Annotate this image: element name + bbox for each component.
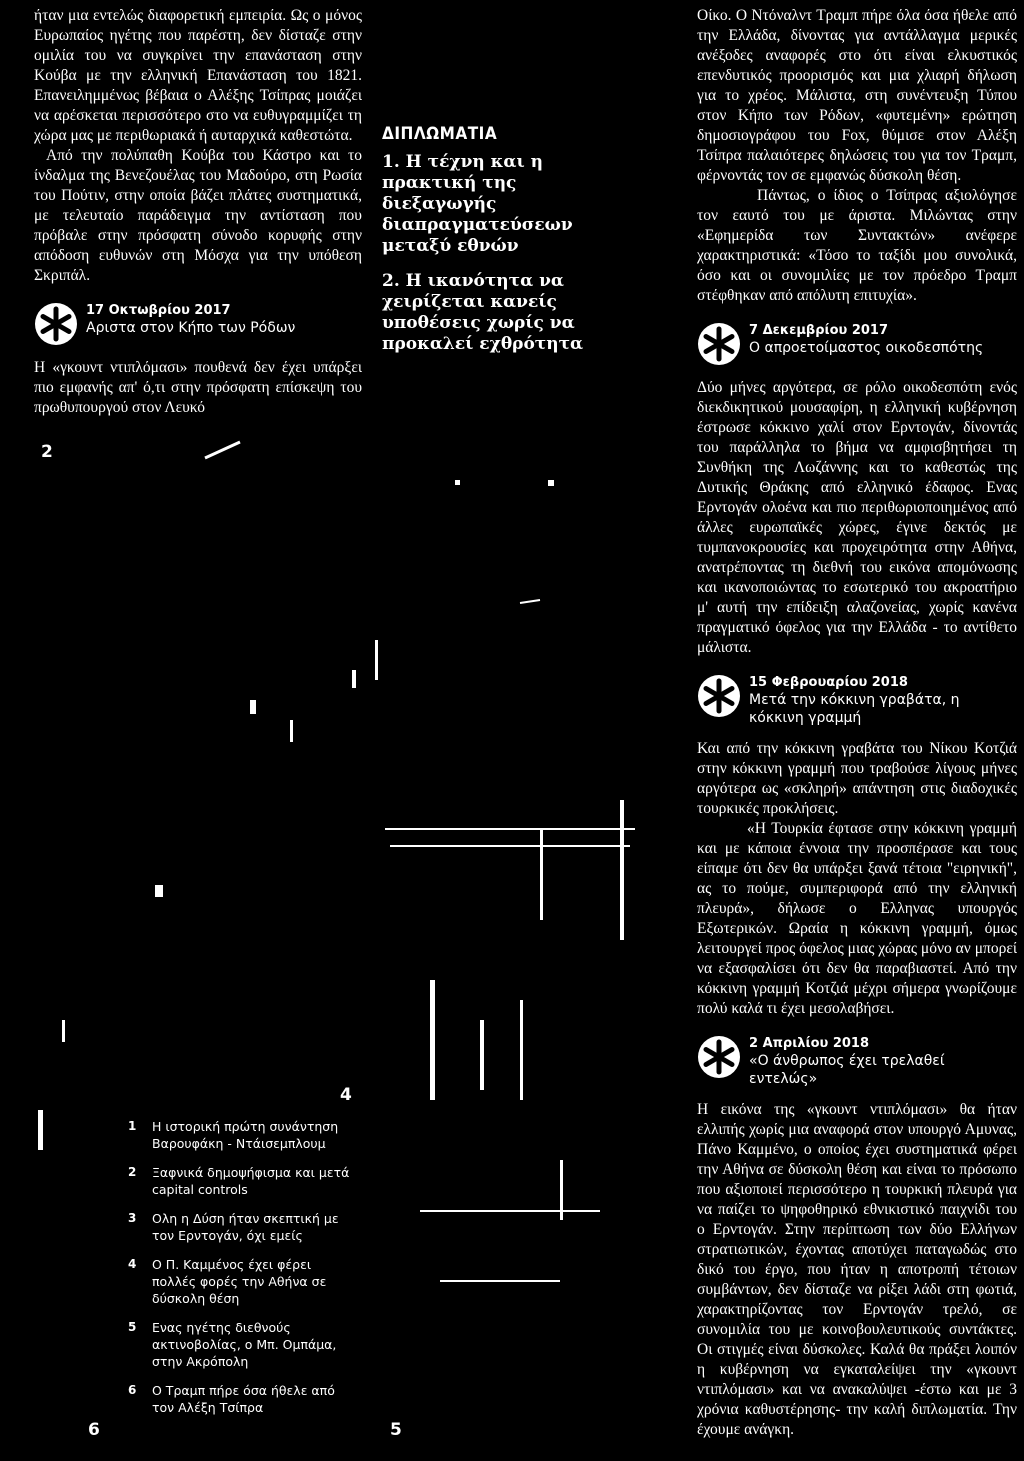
caption-item <box>128 1382 358 1416</box>
article-paragraph: «Η Τουρκία έφτασε στην κόκκινη γραμμή και με κάποια έννοια την προσπέρασε και τους είπαμε ότι δεν θα υπάρξει ξανά τέτοια "ειρηνική", ας το πούμε, συμπεριφορά από την ελληνική πλευρά», δήλωσε ο Ελληνας υπουργός Εξωτερικών. Ωραία η κόκκινη γραμμή, όμως λειτουργεί προς όφελος μιας χώρας μόνο αν μπορεί να εξασφαλίσει ότι δεν θα παραβιαστεί. Από την κόκκινη γραμμή Κοτζιά μέχρι σήμερα γνωρίζουμε πολύ καλά τι έχει μεσολαβήσει. <box>697 820 1017 1017</box>
right-column <box>697 6 1017 1440</box>
caption-number: 1 <box>128 1119 137 1133</box>
caption-number: 3 <box>128 1211 137 1225</box>
left-column <box>34 6 362 418</box>
caption-item <box>128 1118 358 1152</box>
asterisk-icon <box>697 674 741 718</box>
caption-item <box>128 1164 358 1198</box>
caption-number: 4 <box>128 1257 137 1271</box>
caption-text: Ο Π. Καμμένος έχει φέρει πολλές φορές την Αθήνα σε δύσκολη θέση <box>152 1257 327 1306</box>
photo-number: 5 <box>390 1420 402 1440</box>
article-paragraph: Και από την κόκκινη γραβάτα του Νίκου Κοτζιά στην κόκκινη γραμμή που τραβούσε λίγους μήνες αργότερα ως «σκληρή» απάντηση στις διαδοχικές τουρκικές προκλήσεις. <box>697 740 1017 817</box>
entry-subtitle: Μετά την κόκκινη γραβάτα, η κόκκινη γραμμή <box>749 692 960 726</box>
entry-subtitle: Αριστα στον Κήπο των Ρόδων <box>86 320 296 336</box>
entry-date: 15 Φεβρουαρίου 2018 <box>749 675 908 690</box>
caption-item <box>128 1256 358 1307</box>
caption-number: 2 <box>128 1165 137 1179</box>
article-paragraph: Η εικόνα της «γκουντ ντιπλόμασι» θα ήταν ελλιπής χωρίς μια αναφορά στον υπουργό Αμυνας, Πάνο Καμμένο, ο οποίος έχει συστηματικά φέρει την Αθήνα σε δύσκολη θέση και είναι το πρόσωπο που αξιοποιεί περισσότερο η τουρκική πλευρά για να παίζει το ψηφοθηρικό εθνικιστικό παιχνίδι του ο Ερντογάν. Στην περίπτωση των δύο Ελλήνων στρατιωτικών, έχοντας αποτύχει παταγωδώς στο δικό του έργο, που ήταν η αποτροπή τέτοιων συμβάντων, δεν δίσταζε να ρίξει λάδι στη φωτιά, χαρακτηρίζοντας τον Ερντογάν τρελό, σε συνομιλία του με κοινοβουλευτικούς συντάκτες. Οι στιγμές είναι δύσκολες. Καλά θα πράξει λοιπόν η κυβέρνηση να εγκαταλείψει την «γκουντ ντιπλόμασι» και να ανακαλύψει -έστω και με 3 χρόνια καθυστέρησης- την καλή διπλωματία. Την έχουμε ανάγκη. <box>697 1101 1017 1438</box>
timeline-entry-header <box>697 674 1017 727</box>
caption-text: Ο Τραμπ πήρε όσα ήθελε από τον Αλέξη Τσίπρα <box>152 1383 335 1415</box>
entry-date: 7 Δεκεμβρίου 2017 <box>749 323 889 338</box>
photo-number: 4 <box>340 1085 352 1105</box>
timeline-entry-header <box>697 1035 1017 1088</box>
entry-subtitle: «Ο άνθρωπος έχει τρελαθεί εντελώς» <box>749 1053 945 1087</box>
definition-item: 1. Η τέχνη και η πρακτική της διεξαγωγής διαπραγματεύσεων μεταξύ εθνών <box>382 152 573 256</box>
article-paragraph: Δύο μήνες αργότερα, σε ρόλο οικοδεσπότη ενός διεκδικητικού μουσαφίρη, η ελληνική κυβέρνηση έστρωσε κόκκινο χαλί στον Ερντογάν, δίνοντάς του παράλληλα το βήμα να αμφισβητήσει τη Συνθήκη της Λωζάννης και το καθεστώς της Δυτικής Θράκης από ελληνικό έδαφος. Ενας Ερντογάν ολοένα και πιο περιθωριοποιημένος από άλλες ευρωπαϊκές χώρες, έγινε δεκτός με τυμπανοκρουσίες και προχειρότητα στην Αθήνα, ανατρέποντας τη διεθνή του εικόνα απομόνωσης και ικανοποιώντας το εσωτερικό του ακροατήριο μ' αυτή την επίδειξη αλαζονείας, χωρίς κανένα πραγματικό όφελος για την Ελλάδα - το αντίθετο μάλιστα. <box>697 379 1017 656</box>
caption-item <box>128 1210 358 1244</box>
asterisk-icon <box>697 1035 741 1079</box>
caption-text: Ολη η Δύση ήταν σκεπτική με τον Ερντογάν, όχι εμείς <box>152 1211 339 1243</box>
asterisk-icon <box>34 302 78 346</box>
entry-date: 17 Οκτωβρίου 2017 <box>86 303 231 318</box>
entry-subtitle: Ο απροετοίμαστος οικοδεσπότης <box>749 340 984 356</box>
photo-captions <box>128 1118 358 1428</box>
caption-text: Ξαφνικά δημοψήφισμα και μετά capital controls <box>152 1165 350 1197</box>
article-paragraph: Πάντως, ο ίδιος ο Τσίπρας αξιολόγησε τον εαυτό του με άριστα. Μιλώντας στην «Εφημερίδα των Συντακτών» ανέφερε χαρακτηριστικά: «Τόσο το ταξίδι μου συνολικά, όσο και οι συνομιλίες με τον πρόεδρο Τραμπ στέφθηκαν από απόλυτη επιτυχία». <box>697 187 1017 304</box>
timeline-entry-header <box>697 322 1017 366</box>
middle-column <box>382 124 587 369</box>
article-paragraph: Από την πολύπαθη Κούβα του Κάστρο και το ίνδαλμα της Βενεζουέλας του Μαδούρο, στη Ρωσία του Πούτιν, στην οποία βάζει πλάτες συστηματικά, με τελευταίο παράδειγμα την αντίσταση που πρόβαλε στην πρόσφατη σύνοδο κορυφής στην απόδοση ευθυνών στη Μόσχα για την υπόθεση Σκριπάλ. <box>34 147 362 284</box>
definition-title: ΔΙΠΛΩΜΑΤΙΑ <box>382 124 498 144</box>
article-paragraph: ήταν μια εντελώς διαφορετική εμπειρία. Ως ο μόνος Ευρωπαίος ηγέτης που παρέστη, δεν δίσταζε στην ομιλία του να συγκρίνει την επανάσταση στην Κούβα με την ελληνική Επανάσταση του 1821. Επανειλημμένως βέβαια ο Αλέξης Τσίπρας μοιάζει να αρέσκεται περισσότερο στο να ευθυγραμμίζει τη χώρα μας με περιθωριακά ή αυταρχικά καθεστώτα. <box>34 7 362 144</box>
timeline-entry-header <box>34 302 362 346</box>
caption-item <box>128 1319 358 1370</box>
article-paragraph: Οίκο. Ο Ντόναλντ Τραμπ πήρε όλα όσα ήθελε από την Ελλάδα, δίνοντας για αντάλλαγμα μερικές ανέξοδες αναφορές στο ότι είναι ελκυστικός επενδυτικός προορισμός και μια χλιαρή δήλωση για το χρέος. Μάλιστα, στη συνέντευξη Τύπου στον Κήπο των Ρόδων, «φυτεμένη» ερώτηση δημοσιογράφου του Fox, θύμισε στον Αλέξη Τσίπρα παλαιότερες δηλώσεις του για τον Τραμπ, φέρνοντάς τον σε εμφανώς δύσκολη θέση. <box>697 7 1017 184</box>
article-paragraph: Η «γκουντ ντιπλόμασι» πουθενά δεν έχει υπάρξει πιο εμφανής απ' ό,τι στην πρόσφατη επίσκεψη του πρωθυπουργού στον Λευκό <box>34 359 362 416</box>
caption-text: Η ιστορική πρώτη συνάντηση Βαρουφάκη - Ντάισεμπλουμ <box>152 1119 339 1151</box>
photo-number: 6 <box>88 1420 100 1440</box>
photo-number: 2 <box>41 442 53 462</box>
caption-text: Ενας ηγέτης διεθνούς ακτινοβολίας, ο Μπ. Ομπάμα, στην Ακρόπολη <box>152 1320 337 1369</box>
caption-number: 5 <box>128 1320 137 1334</box>
definition-item: 2. Η ικανότητα να χειρίζεται κανείς υποθέσεις χωρίς να προκαλεί εχθρότητα <box>382 271 584 354</box>
caption-number: 6 <box>128 1383 137 1397</box>
asterisk-icon <box>697 322 741 366</box>
entry-date: 2 Απριλίου 2018 <box>749 1036 869 1051</box>
